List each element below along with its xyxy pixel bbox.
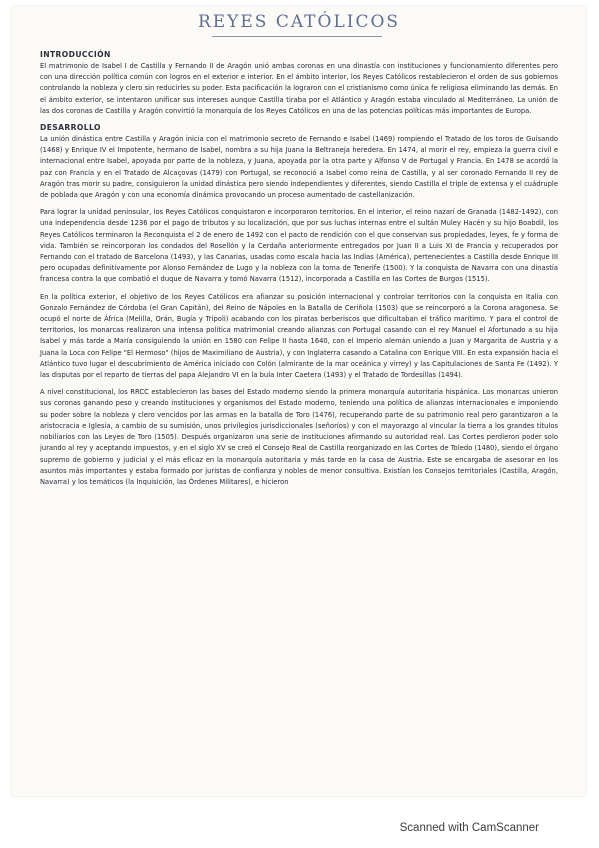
scanned-page xyxy=(12,6,586,796)
title-underline xyxy=(212,36,382,37)
paragraph-unidad-peninsular: Para lograr la unidad peninsular, los Reyes Católicos conquistaron e incorporaron territorios. En el interior, el reino nazarí de Granada (1482-1492), con una independencia desde 1236 por el pago de tributos y su localización, que por sus luchas internas entre el sultán Muley Hacén y su hijo Boabdil, los Reyes Católicos terminaron la Reconquista el 2 de enero de 1492 con el pacto de rendición con el que conservan sus propiedades, leyes, fe y forma de vida. También se reincorporan los condados del Rosellón y la Cerdaña anteriormente entregados por Juan II a Luis XI de Francia y recuperados por Fernando con el tratado de Barcelona (1493), y las Canarias, usadas como escala hacia las Indias (América), pertenecientes a Castilla desde Enrique III pero ocupadas definitivamente por Alonso Fernández de Lugo y la nobleza con la toma de Tenerife (1500). Y la conquista de Navarra con una dinastía francesa contra la que combatió el duque de Navarra y tomó Navarra (1512), incorporada a Castilla en las Cortes de Burgos (1515). xyxy=(40,208,558,284)
document-body xyxy=(40,46,558,492)
section-introduccion xyxy=(40,50,558,117)
paragraph-nivel-constitucional: A nivel constitucional, los RRCC establecieron las bases del Estado moderno siendo la primera monarquía autoritaria hispánica. Los monarcas unieron sus coronas ganando peso y creando instituciones y organismos del Estado moderno, teniendo una política de alianzas internacionales e imponiendo su poder sobre la nobleza y clero vencidos por las armas en la batalla de Toro (1476), recuperando parte de su patrimonio real pero garantizaron a la aristocracia e Iglesia, a cambio de su sumisión, unos privilegios jurisdiccionales (señoríos) y con el mayorazgo al vincular la tierra a los grandes títulos nobiliarios con las Leyes de Toro (1505). Después organizaron una serie de instituciones afirmando su autoridad real. Las Cortes perdieron poder solo jurando al rey y aceptando impuestos, y en el siglo XV se creó el Consejo Real de Castilla reorganizado en las Cortes de Toledo (1480), siendo el órgano supremo de gobierno y judicial y el más eficaz en la monarquía autoritaria y más tarde en la casa de Austria. Este se encargaba de asesorar en los asuntos más importantes y estaba formado por juristas de confianza y nobles de menor consultiva. Existían los Consejos territoriales (Castilla, Aragón, Navarra) y los temáticos (la Inquisición, las Órdenes Militares), e hicieron xyxy=(40,388,558,486)
section-heading-desarrollo: DESARROLLO xyxy=(40,123,101,133)
section-desarrollo xyxy=(40,123,558,488)
paragraph-introduccion: El matrimonio de Isabel I de Castilla y Fernando II de Aragón unió ambas coronas en una dinastía con instituciones y funcionamiento diferentes pero con una dirección política común con logros en el exterior e interior. En el ámbito interior, los Reyes Católicos restablecieron el orden de sus gobiernos controlando la nobleza y clero sin reducirles su poder. Esta pacificación la lograron con el cristianismo como única fe religiosa eliminando las demás. En el ámbito exterior, se intentaron unificar sus intereses aunque Castilla tiraba por el Atlántico y Aragón estaba vinculado al Mediterráneo. La unión de las dos coronas de Castilla y Aragón convirtió la monarquía de los Reyes Católicos en una de las potencias políticas más importantes de Europa. xyxy=(40,62,558,115)
paragraph-politica-exterior: En la política exterior, el objetivo de los Reyes Católicos era afianzar su posición internacional y controlar territorios con la conquista en Italia con Gonzalo Fernández de Córdoba (el Gran Capitán), del Reino de Nápoles en la Batalla de Ceriñola (1503) que se reincorporó a la Corona aragonesa. Se ocupó el norte de África (Melilla, Orán, Bugía y Trípoli) acabando con los piratas berberiscos que dificultaban el tráfico marítimo. Y para el control de territorios, los monarcas realizaron una intensa política matrimonial creando alianzas con Portugal casando con el rey Manuel el Afortunado a su hija Isabel y más tarde a María consiguiendo la unión en 1580 con Felipe II hasta 1640, con el Imperio alemán uniendo a Juan y Margarita de Austria y a Juana la Loca con Felipe "El Hermoso" (hijos de Maximiliano de Austria), y con Inglaterra casando a Catalina con Enrique VIII. En esta expansión hacia el Atlántico tuvo lugar el descubrimiento de América iniciado con Colón (almirante de la mar oceánica y virrey) y las Capitulaciones de Santa Fe (1492). Y las disputas por el reparto de tierras del papa Alejandro VI en la bula Inter Caetera (1493) y el Tratado de Tordesillas (1494). xyxy=(40,292,558,380)
section-heading-introduccion: INTRODUCCIÓN xyxy=(40,50,111,59)
document-title: REYES CATÓLICOS xyxy=(197,12,401,32)
scanner-watermark: Scanned with CamScanner xyxy=(399,822,539,834)
paragraph-union-dinastica: La unión dinástica entre Castilla y Aragón inicia con el matrimonio secreto de Fernando e Isabel (1469) rompiendo el Tratado de los toros de Guisando (1468) y Enrique IV el Impotente, hermano de Isabel, nombra a su hija Juana la Beltraneja heredera. En 1474, al morir el rey, empieza la guerra civil e internacional entre Isabel, apoyada por parte de la nobleza, y Juana, apoyada por la otra parte y Alfonso V de Portugal y Francia. En 1478 se acordó la paz con Francia y en el Tratado de Alcaçovas (1479) con Portugal, se reconoció a Isabel como reina de Castilla, y al ser coronado Fernando II rey de Aragón tras morir su padre, consiguieron la unidad dinástica pero siendo independientes y diferentes, siendo Castilla el triple de extensa y el cuádruple de poblada que Aragón y con una economía dinámica provocando un proceso aumentado de castellanización. xyxy=(40,135,558,200)
